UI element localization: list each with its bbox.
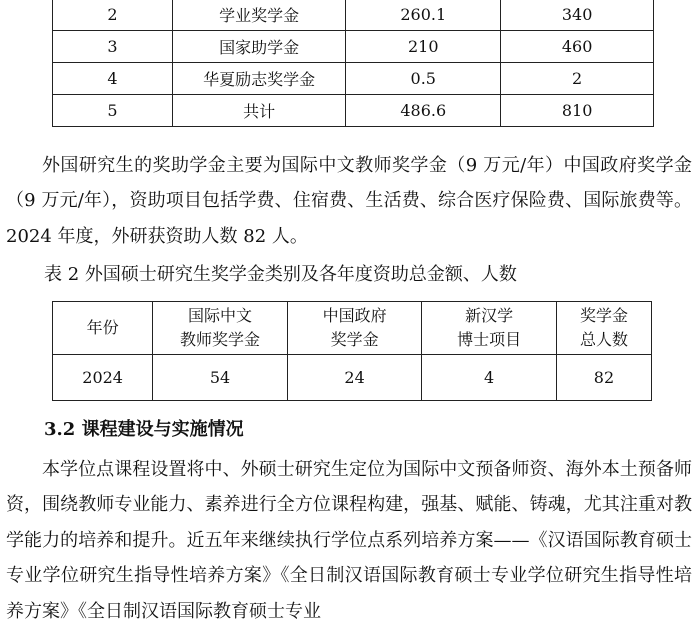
scholarship-table-1 — [52, 0, 654, 127]
scholarship-name: 国家助学金 — [172, 31, 345, 63]
scholarship-name: 学业奖学金 — [172, 0, 345, 31]
row-number: 5 — [53, 95, 173, 127]
table-caption: 表 2 外国硕士研究生奖学金类别及各年度资助总金额、人数 — [44, 264, 517, 285]
people-count: 460 — [501, 31, 654, 63]
header-label: 新汉学 博士项目 — [457, 306, 522, 349]
amount: 0.5 — [346, 63, 501, 95]
cell-value: 82 — [556, 355, 651, 401]
cell-value: 54 — [153, 355, 288, 401]
header-label: 中国政府 奖学金 — [322, 306, 387, 349]
table-row — [53, 0, 654, 31]
amount: 260.1 — [346, 0, 501, 31]
header-teacher-scholarship — [153, 302, 288, 355]
header-year — [53, 302, 153, 355]
people-count: 810 — [501, 95, 654, 127]
table-row — [53, 95, 654, 127]
scholarship-name: 华夏励志奖学金 — [172, 63, 345, 95]
row-number: 2 — [53, 0, 173, 31]
scholarship-paragraph: 外国研究生的奖助学金主要为国际中文教师奖学金（9 万元/年）中国政府奖学金（9 万元/年），资助项目包括学费、住宿费、生活费、综合医疗保险费、国际旅费等。2024 年度，外研获资助人数 82 人。 — [6, 155, 692, 247]
cell-value: 4 — [422, 355, 557, 401]
table-header-row — [53, 302, 652, 355]
header-government-scholarship — [287, 302, 422, 355]
header-label: 年份 — [86, 318, 119, 337]
curriculum-paragraph: 本学位点课程设置将中、外硕士研究生定位为国际中文预备师资、海外本土预备师资，围绕教师专业能力、素养进行全方位课程构建，强基、赋能、铸魂，尤其注重对教学能力的培养和提升。近五年来继续执行学位点系列培养方案——《汉语国际教育硕士专业学位研究生指导性培养方案》《全日制汉语国际教育硕士专业学位研究生指导性培养方案》《全日制汉语国际教育硕士专业 — [6, 459, 692, 622]
table-row — [53, 355, 652, 401]
cell-year: 2024 — [53, 355, 153, 401]
row-number: 3 — [53, 31, 173, 63]
header-total-people — [556, 302, 651, 355]
table-row — [53, 31, 654, 63]
amount: 486.6 — [346, 95, 501, 127]
amount: 210 — [346, 31, 501, 63]
row-number: 4 — [53, 63, 173, 95]
cell-value: 24 — [287, 355, 422, 401]
scholarship-table-2 — [52, 301, 652, 401]
header-sinology-program — [422, 302, 557, 355]
section-heading: 3.2 课程建设与实施情况 — [44, 419, 244, 440]
people-count: 2 — [501, 63, 654, 95]
scholarship-name: 共计 — [172, 95, 345, 127]
header-label: 国际中文 教师奖学金 — [180, 306, 261, 349]
header-label: 奖学金 总人数 — [579, 306, 628, 349]
table-row — [53, 63, 654, 95]
people-count: 340 — [501, 0, 654, 31]
